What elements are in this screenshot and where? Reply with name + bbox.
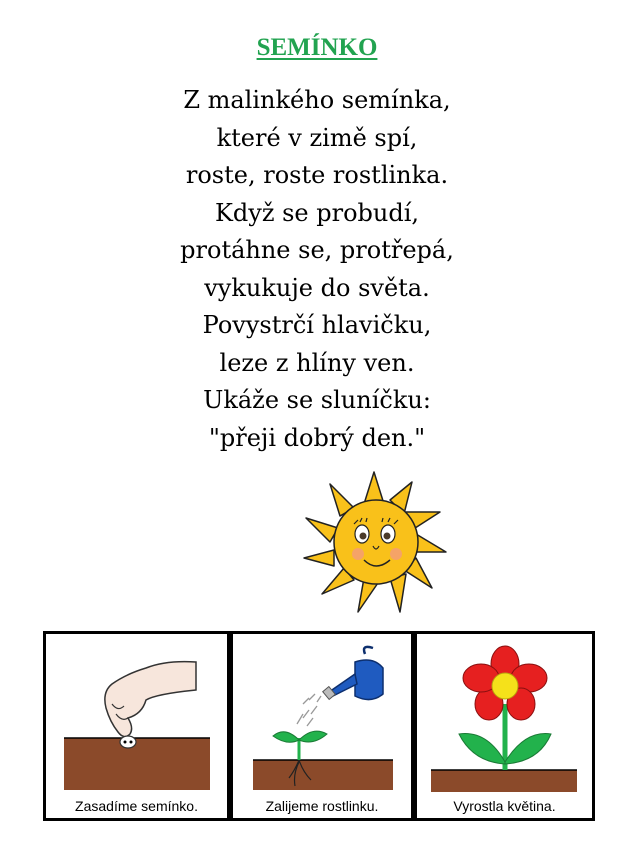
poem-line: Povystrčí hlavičku, — [202, 311, 432, 339]
panel-caption: Zalijeme rostlinku. — [265, 798, 379, 814]
panel-flower-grew — [417, 634, 592, 818]
poem-line: Když se probudí, — [214, 198, 420, 227]
hand-planting-seed-icon — [46, 634, 227, 818]
poem-line: roste, roste rostlinka. — [185, 161, 449, 189]
panel-caption: Zasadíme semínko. — [75, 798, 198, 814]
panel-plant-seed — [46, 634, 227, 818]
picture-strip — [43, 631, 595, 821]
poem-line: Ukáže se sluníčku: — [203, 386, 431, 414]
smiling-sun-icon — [300, 468, 448, 616]
watering-can-seedling-icon — [233, 634, 411, 818]
poem-line: leze z hlíny ven. — [219, 348, 415, 377]
poem-line: protáhne se, protřepá, — [180, 236, 454, 264]
red-flower-icon — [417, 634, 592, 818]
poem-text — [0, 82, 634, 457]
poem-line: které v zimě spí, — [216, 123, 418, 152]
panel-water-plant — [233, 634, 411, 818]
poem-line: Z malinkého semínka, — [183, 86, 451, 114]
poem-title: SEMÍNKO — [256, 34, 378, 61]
poem-line: "přeji dobrý den." — [208, 423, 426, 452]
panel-caption: Vyrostla květina. — [453, 798, 556, 814]
poem-line: vykukuje do světa. — [204, 273, 430, 302]
